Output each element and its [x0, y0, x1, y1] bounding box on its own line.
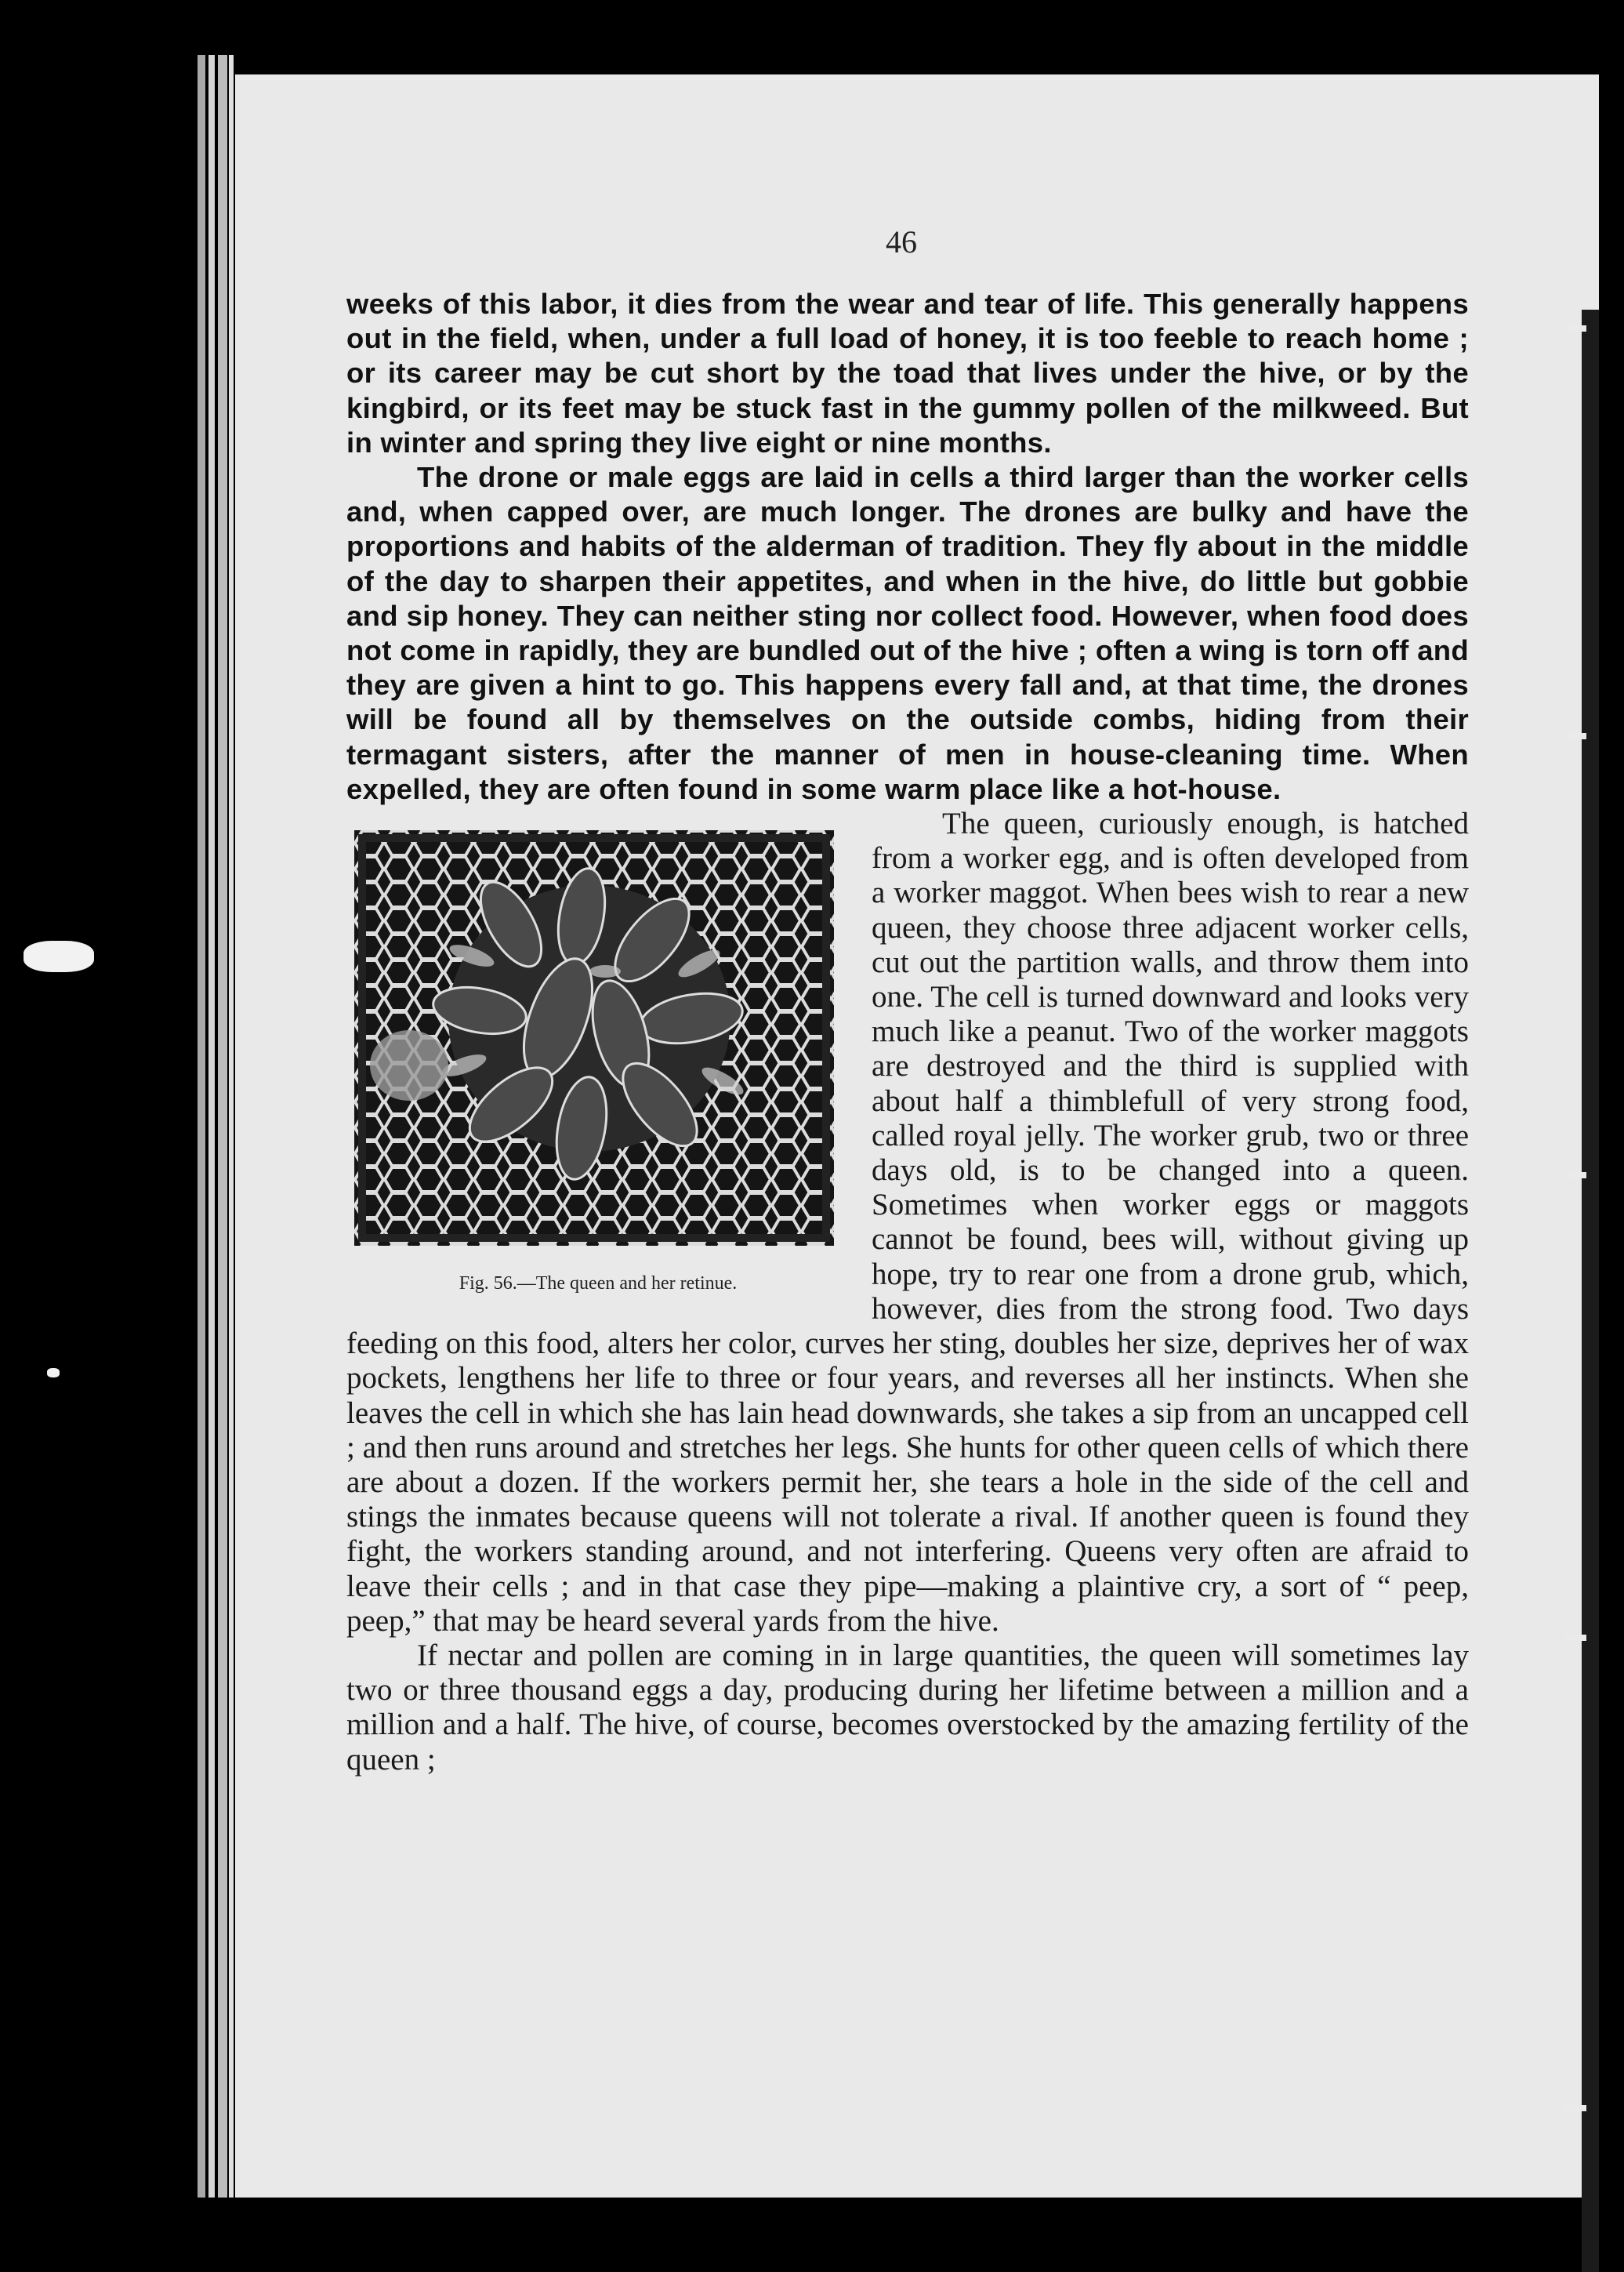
book-edge [229, 55, 234, 2198]
paragraph: If nectar and pollen are coming in in large quantities, the queen will sometimes lay two or three thousand eggs a day, producing during her lifetime between a million and a million and a half. The hive, of course, becomes overstocked by the amazing fertility of the queen ; [346, 1638, 1469, 1777]
edge-mark [1564, 325, 1586, 332]
figure-caption: Fig. 56.—The queen and her retinue. [459, 1273, 738, 1294]
scan-artifact [24, 941, 94, 972]
edge-mark [1564, 1635, 1586, 1641]
edge-mark [1564, 1172, 1586, 1178]
paragraph: The drone or male eggs are laid in cells a third larger than the worker cells and, when capped over, are much longer. The drones are bulky and have the proportions and habits of the alderman of tradition. They fly about in the middle of the day to sharpen their appetites, and when in the hive, do little but gobbie and sip honey. They can neither sting nor collect food. However, when food does not come in rapidly, they are bundled out of the hive ; often a wing is torn off and they are given a hint to go. This happens every fall and, at that time, the drones will be found all by themselves on the outside combs, hiding from their termagant sisters, after the manner of men in house-cleaning time. When expelled, they are often found in some warm place like a hot-house. [346, 461, 1469, 805]
edge-mark [1564, 2105, 1586, 2111]
page-edge [1582, 310, 1599, 2272]
honeycomb-bees-image [354, 830, 834, 1246]
figure [354, 830, 842, 1294]
figure-illustration [354, 830, 834, 1246]
book-edge [218, 55, 227, 2198]
book-edge [198, 55, 205, 2198]
book-edge [208, 55, 215, 2198]
scan-artifact [47, 1368, 60, 1377]
page-number: 46 [886, 224, 917, 260]
paragraph: weeks of this labor, it dies from the wear and tear of life. This generally happens out in the field, when, under a full load of honey, it is too feeble to reach home ; or its career may be cut short by the toad that lives under the hive, or by the kingbird, or its feet may be stuck fast in the gummy pollen of the milkweed. But in winter and spring they live eight or nine months. [346, 288, 1469, 459]
paragraph: The queen, curiously enough, is hatched from a worker egg, and is often developed from a worker maggot. When bees wish to rear a new queen, they choose three adjacent worker cells, cut out the partition walls, and throw them into one. The cell is turned downward and looks very much like a peanut. Two of the worker maggots are destroyed and the third is supplied with about half a thimblefull of very strong food, called royal jelly. The worker grub, two or three days old, is to be changed into a queen. Sometimes when worker eggs or maggots cannot be found, bees will, without giving up hope, try to rear one from a drone grub, which, however, dies from the strong food. Two days feeding on this food, alters her color, curves her sting, doubles her size, deprives her of wax pockets, lengthens her life to three or four years, and reverses all her instincts. When she leaves the cell in which she has lain head downwards, she takes a sip from an uncapped cell ; and then runs around and stretches her legs. She hunts for other queen cells of which there are about a dozen. If the workers permit her, she tears a hole in the side of the cell and stings the inmates because queens will not tolerate a rival. If another queen is found they fight, the workers standing around, and not interfering. Queens very often are afraid to leave their cells ; and in that case they pipe—making a plaintive cry, a sort of “ peep, peep,” that may be heard several yards from the hive. [346, 807, 1469, 1638]
edge-mark [1564, 733, 1586, 739]
page-body [346, 287, 1469, 1777]
